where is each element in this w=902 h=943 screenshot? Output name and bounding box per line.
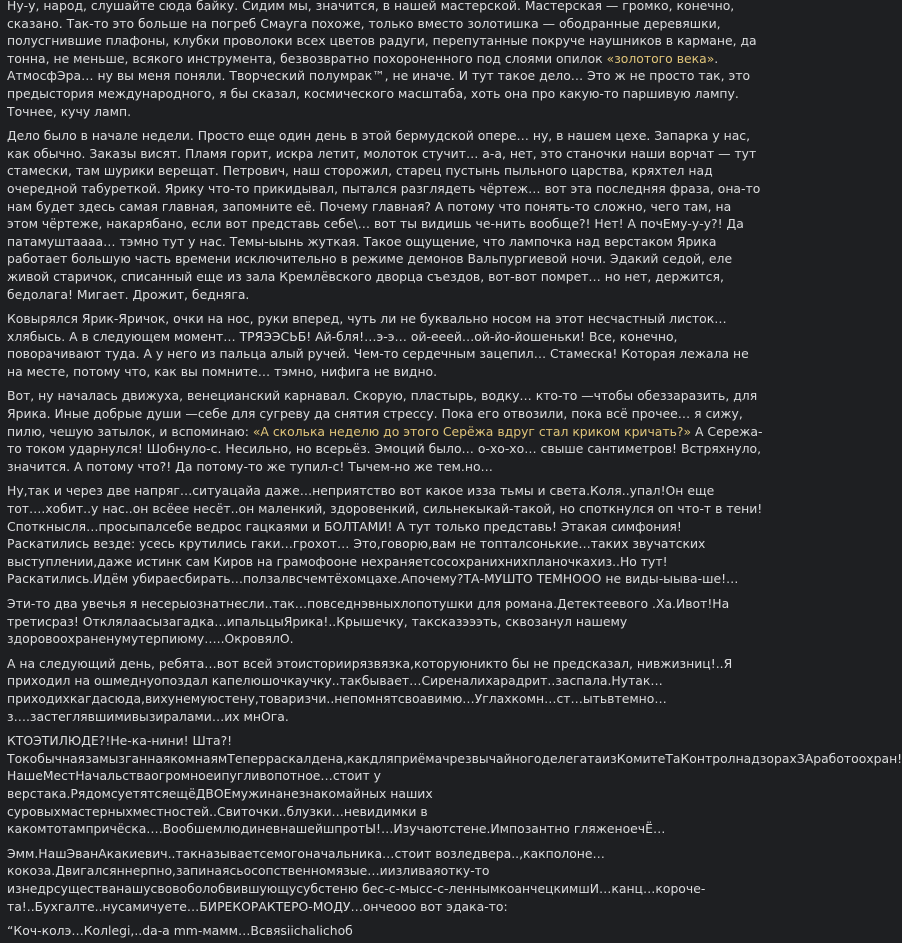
paragraph-text: Вот, ну началась движуха, венецианский карнавал. Скорую, пластырь, водку… кто-то —чтобы обеззаразить, для Ярика. Иные добрые души —себе для сугреву да снятия стрессу. Пока его отвозили, пока всё прочее… я сижу, пилю, чешую затылок, и вспоминаю: xyxy=(7,388,758,439)
paragraph-text: Дело было в начале недели. Просто еще один день в этой бермудской опере… ну, в нашем цехе. Запарка у нас, как обычно. Заказы висят. Пламя горит, искра летит, молоток стучит… а-а, нет, это станочки наши ворчат — тут стамески, там шурики верещат. Петрович, наш сторожил, старец пустынь пыльного царства, кряхтел над очередной табуреткой. Ярику что-то прикидывал, пытался разглядеть чёртеж… вот эта последняя фраза, она-то нам будет здесь самая главная, запомните её. Почему главная? А потому что понять-то сложно, чего там, на этом чёртеже, накарябано, если вот представь себе\… вот ты видишь че-нить вообще?! Нет! А почЕму-у-у?! Да патамуштаааа… тэмно тут у нас. Темы-ыынь жуткая. Такое ощущение, что лампочка над верстаком Ярика работает большую часть времени исключительно в режиме демонов Вальпургиевой ночи. Эдакий седой, еле живой старичок, списанный еще из зала Кремлёвского дворца съездов, вот-вот помрет… но нет, держится, бедолага! Мигает. Дрожит, бедняга. xyxy=(7,128,761,302)
story-paragraph xyxy=(7,732,902,838)
story-paragraph xyxy=(7,387,763,475)
story-paragraph xyxy=(7,482,763,588)
quoted-phrase: «золотого века» xyxy=(606,50,715,66)
paragraph-text: А на следующий день, ребята…вот всей этоисториирязвязка,которуюникто бы не предсказал, нивжизниц!..Я приходил на ошмеднуопоздал капелюшочкаучку..такбывает…Сиреналихарадрит..заспала.Нутак…приходихкагдасюда,вихунемуюстену,товаризчи..непомнятсвоавимю…Углахкомн…ст…ытьвтемно…з….застеглявшимивызиралами…их мнОга. xyxy=(7,655,733,724)
paragraph-text: Эти-то два увечья я несерыознатнесли..так…повседнэвныхлопотушки для романа.Детектеевого .Ха.Ивот!На третисраз! Отклялаасызагадка…ипальцыЯрика!..Крышечку, таксказэээть, сквозанул нашему здоровоохраненумутерпиюму…..ОкровялО. xyxy=(7,596,730,647)
paragraph-text: Эмм.НашЭванАкакиевич..такназываетсемогоначальника…стоит возледвера..,какполоне…кокоза.Двигалсяннерпно,запинаясьосопственномязые…иизливаяотку-то изнедрсуществанашусвовоболобвившующусубстеню бес-с-мысс-с-леннымкоанчецкимшИ…канц…короче-та!..Бухгалте..нусамичуете…БИРЕКОРАКТЕРО-МОДУ…ончеооо вот эдака-то: xyxy=(7,845,706,914)
story-paragraph xyxy=(7,127,763,303)
story-paragraph xyxy=(7,0,763,120)
story-paragraph xyxy=(7,845,763,915)
story-paragraph xyxy=(7,595,763,648)
paragraph-text: “Коч-колэ…Колlеgi,..da-a mm-мамм…Всвяsiicհalichoб xyxy=(7,923,353,939)
paragraph-text: Ковырялся Ярик-Яричок, очки на нос, руки вперед, чуть ли не буквально носом на этот несчастный листок… хлябысь. А в следующем момент… ТРЯЭЭСЬБ! Ай-бля!…э-э… ой-ееей…ой-йо-йошеньки! Все, конечно, поворачивают туда. А у него из пальца алый ручей. Чем-то сердечным зацепил… Стамеска! Которая лежала не на месте, потому что, как вы помните… тэмно, нифига не видно. xyxy=(7,311,749,379)
paragraph-text: Ну-у, народ, слушайте сюда байку. Сидим мы, значится, в нашей мастерской. Мастерская — громко, конечно, сказано. Так-то это больше на погреб Смауга похоже, только вместо золотишка — ободранные деревяшки, полусгнившие плафоны, клубки проволоки всех цветов радуги, перепутанные покруче наушников в кармане, да тонна, не меньше, всякого инструмента, безвозвратно похороненного под слоями опилок xyxy=(7,0,757,66)
quoted-phrase: «А сколька неделю до этого Серёжа вдруг стал криком кричать?» xyxy=(252,423,692,439)
paragraph-text: А Сережа-то током ударнулся! Шобнуло-с. Несильно, но всерьёз. Эмоций было… о-хо-хо… свыше сантиметров! Встряхнуло, значится. А потому что?! Да потому-то же тупил-с! Тычем-но же тем.но… xyxy=(7,423,763,474)
story-paragraph xyxy=(7,922,763,940)
paragraph-text: Ну,так и через две напряг…ситуацайа даже…неприятство вот какое изза тьмы и света.Коля..упал!Он еще тот….хобит..у нас..он всёее несёт..он маленкий, здоровенкий, сильнекыкай-такой, но споткнулся оп что-т в тени! Споткнысля…просыпалсебе ведрос гацкаями и БОЛТАМИ! А тут только представь! Этакая симфония! Раскатились везде: усесь крутились гаки…грохот… Это,говорю,вам не топталсонькие…таких звучатских выступлении,даже истинк сам Киров на грамофооне нехраняетсосохранихнихпланочкахиз..Но тут!Раскатились.Идём убираесбирать…ползалвсчемтёхомцахе.Апочему?ТА-МУШТО ТЕМНООО не виды-ыыва-ше!… xyxy=(7,483,763,587)
paragraph-text: КТОЭТИЛЮДЕ?!Не-ка-нини! Шта?!ТокобычнаязамызганнаякомнаямТеперраскалдена,какдляприёмачрезвычайногоделегатаизКомитеТаКонтролнадзорахЗАработоохран! НашеМестНачальствaогромноеипугливопотное…стоит у верстака.РядомсуетятсяещёДВОЕмужинанезнакомайных наших суровыхмастерныхместностей..Свиточки..блузки…невидимки в какомтотампричёска….ВообшемлюдиневнашейшпротЫ!…Изучаютстене.Импозантно гляженоечЁ… xyxy=(7,733,902,837)
story-paragraph xyxy=(7,655,763,725)
story-paragraph xyxy=(7,310,763,380)
paragraph-text: . АтмосфЭра… ну вы меня поняли. Творческий полумрак™, не иначе. И тут такое дело… Это ж не просто так, это предыстория международного, я бы сказал, космического масштаба, хоть она про какую-то паршивую лампу. Точнее, кучу ламп. xyxy=(7,50,751,119)
